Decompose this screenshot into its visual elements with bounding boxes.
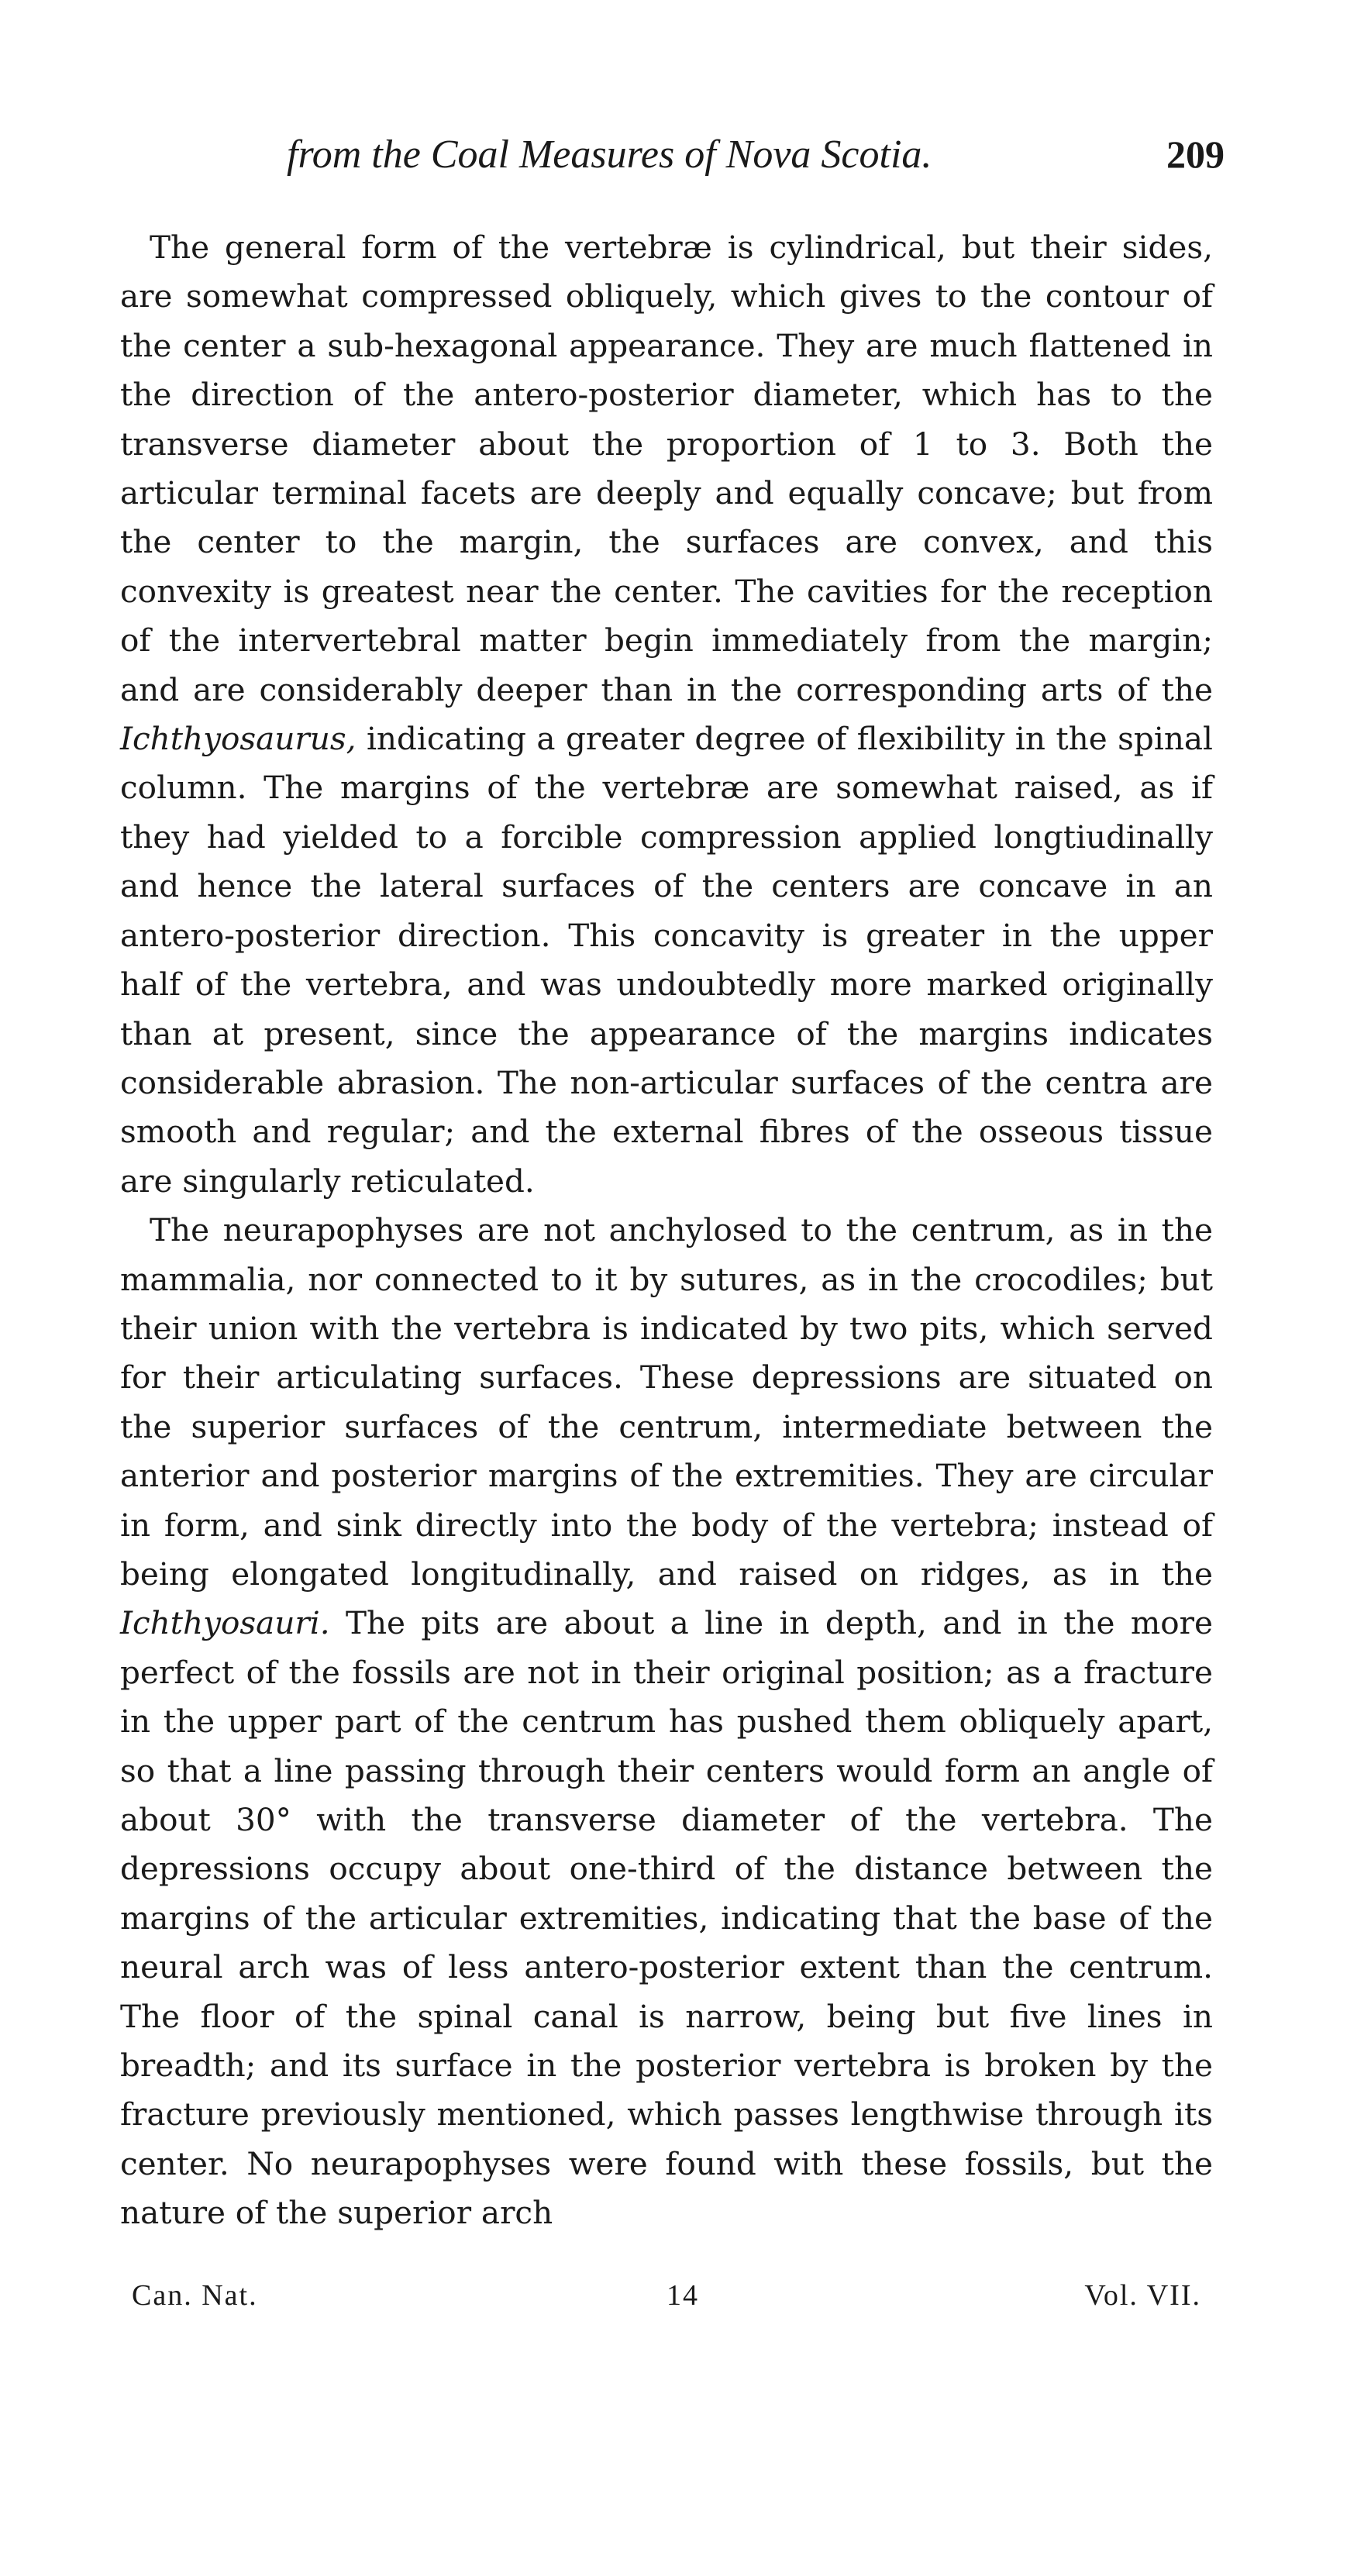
volume-label: Vol. VII. bbox=[1084, 2279, 1201, 2312]
paragraph-2 bbox=[120, 1206, 1213, 2238]
paragraph-1 bbox=[120, 223, 1213, 1206]
genus-name: Ichthyosaurus, bbox=[120, 720, 357, 758]
running-header bbox=[132, 132, 1225, 186]
page-number: 209 bbox=[1166, 133, 1225, 176]
paragraph-text: The general form of the vertebræ is cylindrical, but their sides, are somewhat compressed obliquely, which gives to the contour of the center a sub-hexagonal appearance. They are much flattened in the direction of the antero-posterior diameter, which has to the transverse diameter about the proportion of 1 to 3. Both the articular terminal facets are deeply and equally concave; but from the center to the margin, the surfaces are convex, and this convexity is greatest near the center. The cavities for the reception of the intervertebral matter begin immediately from the margin; and are considerably deeper than in the corresponding arts of the bbox=[120, 229, 1213, 708]
journal-abbrev: Can. Nat. bbox=[132, 2279, 258, 2312]
body-text bbox=[120, 223, 1213, 2238]
genus-name: Ichthyosauri. bbox=[120, 1604, 330, 1642]
paragraph-text: The pits are about a line in depth, and in the more perfect of the fossils are not in their original position; as a fracture in the upper part of the centrum has pushed them obliquely apart, so that a line passing through their centers would form an angle of about 30° with the transverse diameter of the vertebra. The depressions occupy about one-third of the distance between the margins of the articular extremities, indicating that the base of the neural arch was of less antero-posterior extent than the centrum. The floor of the spinal canal is narrow, being but five lines in breadth; and its surface in the posterior vertebra is broken by the fracture previously mentioned, which passes lengthwise through its center. No neurapophyses were found with these fossils, but the nature of the superior arch bbox=[120, 1604, 1213, 2232]
paragraph-text: The neurapophyses are not anchylosed to the centrum, as in the mammalia, nor connected to it by sutures, as in the crocodiles; but their union with the vertebra is indicated by two pits, which served for their articulating surfaces. These depressions are situated on the superior surfaces of the centrum, intermediate between the anterior and posterior margins of the extremities. They are circular in form, and sink directly into the body of the vertebra; instead of being elongated longitudinally, and raised on ridges, as in the bbox=[120, 1211, 1213, 1593]
signature-mark: 14 bbox=[667, 2279, 699, 2312]
paragraph-text: indicating a greater degree of flexibility in the spinal column. The margins of the vertebræ are somewhat raised, as if they had yielded to a forcible compression applied longtiudinally and hence the lateral surfaces of the centers are concave in an antero-posterior direction. This concavity is greater in the upper half of the vertebra, and was undoubtedly more marked originally than at present, since the appearance of the margins indicates considerable abrasion. The non-articular surfaces of the centra are smooth and regular; and the external fibres of the osseous tissue are singularly reticulated. bbox=[120, 720, 1213, 1200]
page-footer bbox=[132, 2278, 1201, 2325]
running-title: from the Coal Measures of Nova Scotia. bbox=[287, 133, 932, 177]
